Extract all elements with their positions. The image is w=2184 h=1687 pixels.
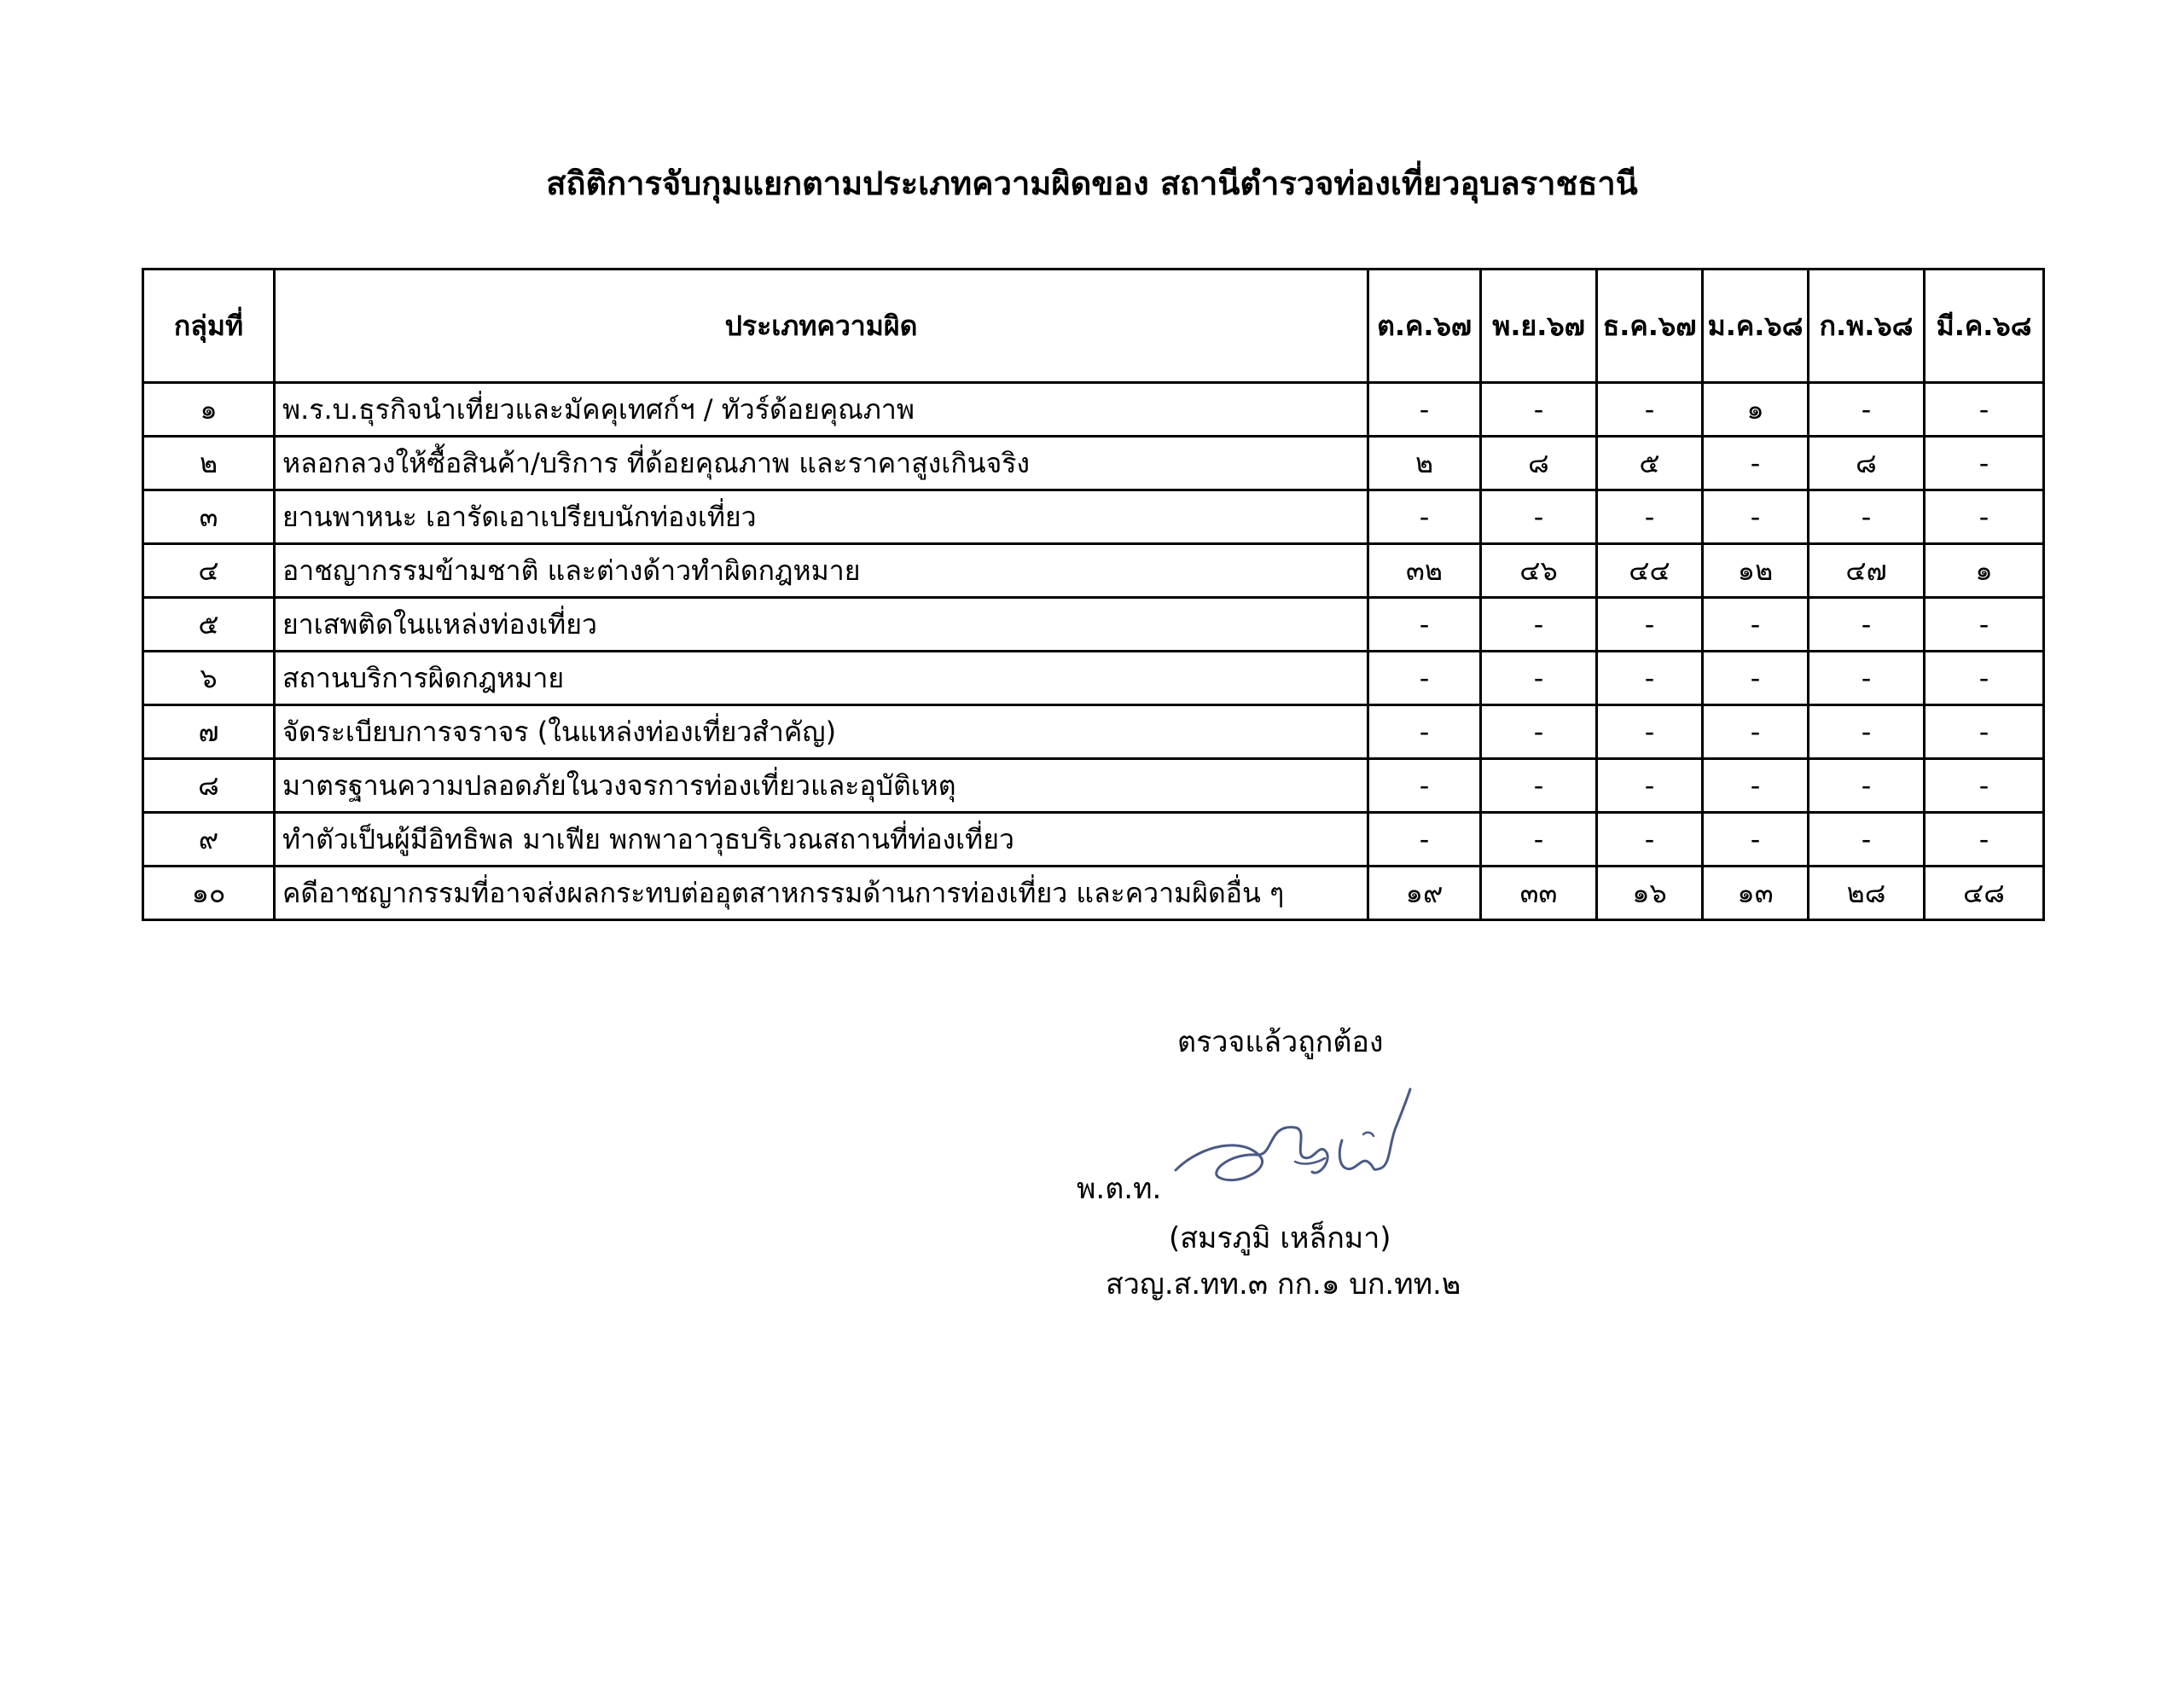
count-cell: - (1703, 759, 1809, 813)
count-cell: - (1809, 490, 1925, 544)
month-column-header: มี.ค.๖๘ (1925, 270, 2044, 383)
count-cell: - (1597, 705, 1703, 759)
count-cell: ๔๔ (1597, 544, 1703, 598)
offense-name-cell: อาชญากรรมข้ามชาติ และต่างด้าวทำผิดกฎหมาย (275, 544, 1368, 598)
count-cell: - (1368, 813, 1481, 867)
count-cell: - (1809, 383, 1925, 437)
table-row (143, 544, 2044, 598)
count-cell: ๒๘ (1809, 867, 1925, 920)
count-cell: - (1597, 652, 1703, 705)
count-cell: - (1368, 490, 1481, 544)
group-number-cell: ๕ (143, 598, 275, 652)
count-cell: - (1703, 437, 1809, 490)
month-column-header: ม.ค.๖๘ (1703, 270, 1809, 383)
count-cell: - (1481, 652, 1597, 705)
group-number-cell: ๑ (143, 383, 275, 437)
count-cell: - (1925, 759, 2044, 813)
signer-rank: พ.ต.ท. (1077, 1172, 1162, 1206)
count-cell: - (1368, 759, 1481, 813)
count-cell: - (1925, 490, 2044, 544)
table-row (143, 652, 2044, 705)
month-column-header: ต.ค.๖๗ (1368, 270, 1481, 383)
count-cell: ๘ (1809, 437, 1925, 490)
count-cell: - (1597, 813, 1703, 867)
count-cell: ๔๗ (1809, 544, 1925, 598)
count-cell: - (1925, 652, 2044, 705)
offense-column-header: ประเภทความผิด (275, 270, 1368, 383)
count-cell: - (1809, 598, 1925, 652)
offense-name-cell: คดีอาชญากรรมที่อาจส่งผลกระทบต่ออุตสาหกรรมด้านการท่องเที่ยว และความผิดอื่น ๆ (275, 867, 1368, 920)
table-row (143, 867, 2044, 920)
count-cell: - (1703, 813, 1809, 867)
count-cell: - (1481, 705, 1597, 759)
group-number-cell: ๓ (143, 490, 275, 544)
offense-name-cell: มาตรฐานความปลอดภัยในวงจรการท่องเที่ยวและอุบัติเหตุ (275, 759, 1368, 813)
count-cell: - (1597, 598, 1703, 652)
count-cell: - (1809, 705, 1925, 759)
table-header-row (143, 270, 2044, 383)
month-column-header: พ.ย.๖๗ (1481, 270, 1597, 383)
offense-name-cell: ยานพาหนะ เอารัดเอาเปรียบนักท่องเที่ยว (275, 490, 1368, 544)
count-cell: ๕ (1597, 437, 1703, 490)
count-cell: - (1368, 705, 1481, 759)
group-number-cell: ๗ (143, 705, 275, 759)
count-cell: - (1703, 598, 1809, 652)
group-number-cell: ๑๐ (143, 867, 275, 920)
table-row (143, 598, 2044, 652)
count-cell: ๑๓ (1703, 867, 1809, 920)
count-cell: - (1481, 813, 1597, 867)
signer-name: (สมรภูมิ เหล็กมา) (1169, 1221, 1391, 1255)
count-cell: - (1925, 383, 2044, 437)
offense-name-cell: ยาเสพติดในแหล่งท่องเที่ยว (275, 598, 1368, 652)
offense-name-cell: หลอกลวงให้ซื้อสินค้า/บริการ ที่ด้อยคุณภาพ และราคาสูงเกินจริง (275, 437, 1368, 490)
count-cell: - (1597, 759, 1703, 813)
count-cell: ๒ (1368, 437, 1481, 490)
offense-name-cell: สถานบริการผิดกฎหมาย (275, 652, 1368, 705)
count-cell: - (1703, 652, 1809, 705)
count-cell: - (1481, 383, 1597, 437)
signer-position: สวญ.ส.ทท.๓ กก.๑ บก.ทท.๒ (1106, 1267, 1461, 1301)
count-cell: - (1809, 813, 1925, 867)
table-row (143, 813, 2044, 867)
count-cell: ๑ (1703, 383, 1809, 437)
offense-name-cell: ทำตัวเป็นผู้มีอิทธิพล มาเฟีย พกพาอาวุธบริเวณสถานที่ท่องเที่ยว (275, 813, 1368, 867)
count-cell: - (1597, 490, 1703, 544)
table-row (143, 437, 2044, 490)
count-cell: - (1597, 383, 1703, 437)
count-cell: ๔๘ (1925, 867, 2044, 920)
count-cell: - (1925, 598, 2044, 652)
count-cell: - (1368, 652, 1481, 705)
page-title: สถิติการจับกุมแยกตามประเภทความผิดของ สถานีตำรวจท่องเที่ยวอุบลราชธานี (546, 165, 1638, 202)
month-column-header: ธ.ค.๖๗ (1597, 270, 1703, 383)
verified-correct-label: ตรวจแล้วถูกต้อง (1177, 1025, 1384, 1059)
arrest-statistics-table (142, 268, 2045, 921)
table-row (143, 759, 2044, 813)
count-cell: ๑๒ (1703, 544, 1809, 598)
count-cell: - (1925, 813, 2044, 867)
count-cell: ๓๒ (1368, 544, 1481, 598)
table-row (143, 490, 2044, 544)
count-cell: - (1809, 652, 1925, 705)
group-column-header: กลุ่มที่ (143, 270, 275, 383)
count-cell: ๑๙ (1368, 867, 1481, 920)
group-number-cell: ๖ (143, 652, 275, 705)
month-column-header: ก.พ.๖๘ (1809, 270, 1925, 383)
table-row (143, 383, 2044, 437)
count-cell: ๑ (1925, 544, 2044, 598)
count-cell: ๓๓ (1481, 867, 1597, 920)
count-cell: ๘ (1481, 437, 1597, 490)
table-row (143, 705, 2044, 759)
handwritten-signature (1167, 1076, 1414, 1204)
count-cell: - (1925, 437, 2044, 490)
count-cell: - (1809, 759, 1925, 813)
count-cell: - (1925, 705, 2044, 759)
count-cell: - (1703, 705, 1809, 759)
count-cell: - (1368, 598, 1481, 652)
count-cell: - (1368, 383, 1481, 437)
count-cell: - (1481, 759, 1597, 813)
offense-name-cell: พ.ร.บ.ธุรกิจนำเที่ยวและมัคคุเทศก์ฯ / ทัวร์ด้อยคุณภาพ (275, 383, 1368, 437)
group-number-cell: ๙ (143, 813, 275, 867)
offense-name-cell: จัดระเบียบการจราจร (ในแหล่งท่องเที่ยวสำคัญ) (275, 705, 1368, 759)
group-number-cell: ๘ (143, 759, 275, 813)
count-cell: - (1481, 490, 1597, 544)
group-number-cell: ๔ (143, 544, 275, 598)
count-cell: - (1703, 490, 1809, 544)
group-number-cell: ๒ (143, 437, 275, 490)
count-cell: ๔๖ (1481, 544, 1597, 598)
count-cell: ๑๖ (1597, 867, 1703, 920)
count-cell: - (1481, 598, 1597, 652)
